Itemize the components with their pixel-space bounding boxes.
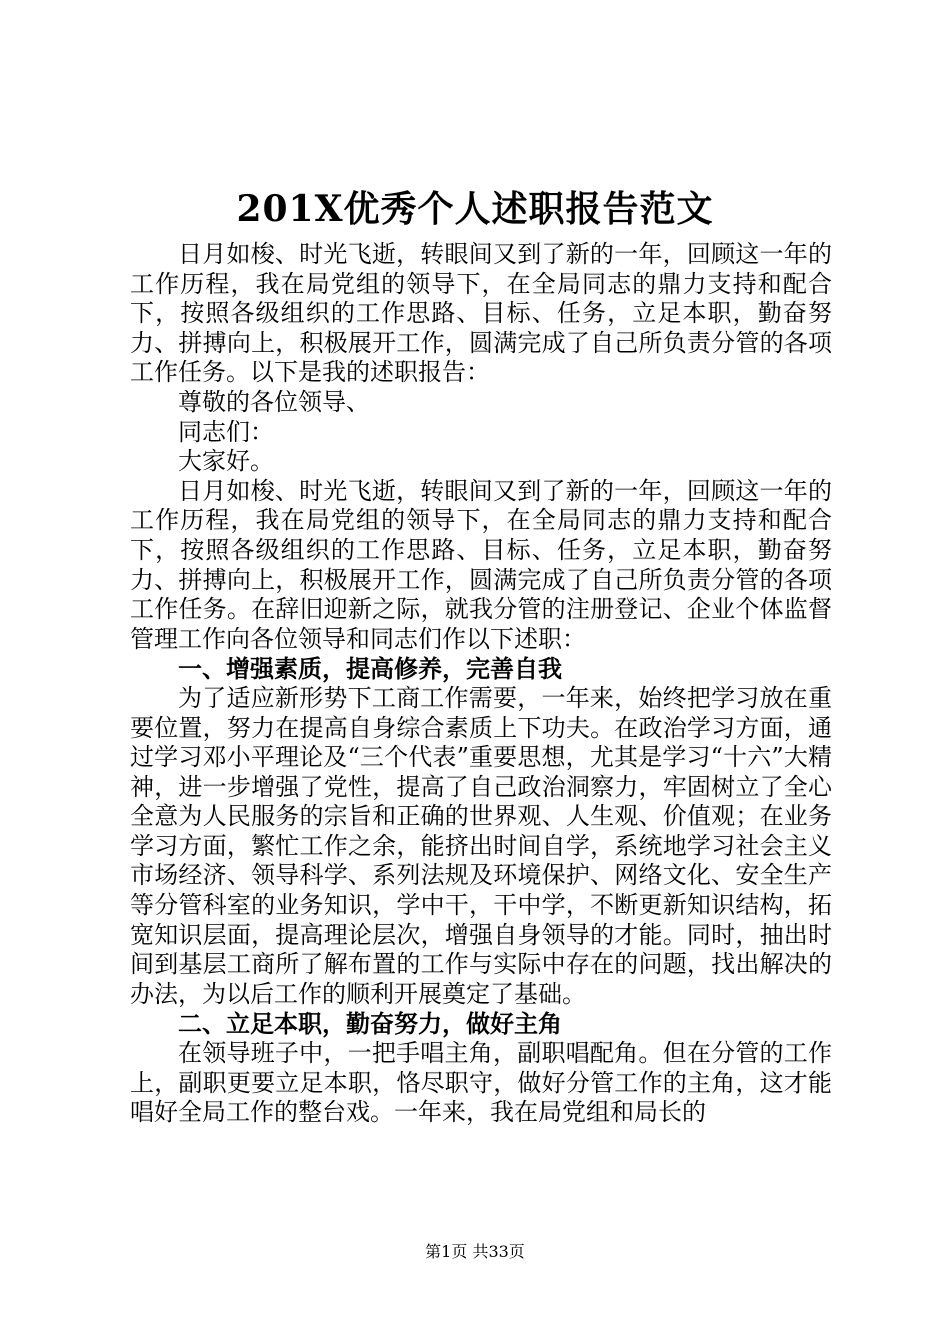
intro-paragraph: 日月如梭、时光飞逝，转眼间又到了新的一年，回顾这一年的工作历程，我在局党组的领导下，在全局同志的鼎力支持和配合下，按照各级组织的工作思路、目标、任务，立足本职，勤奋努力、拼搏向上，积极展开工作，圆满完成了自己所负责分管的各项工作任务。以下是我的述职报告： bbox=[130, 240, 832, 387]
document-title: 201X优秀个人述职报告范文 bbox=[236, 188, 714, 230]
section-heading: 二、立足本职，勤奋努力，做好主角 bbox=[178, 1009, 562, 1039]
greeting-line: 大家好。 bbox=[178, 447, 274, 476]
body-paragraph: 在领导班子中，一把手唱主角，副职唱配角。但在分管的工作上，副职更要立足本职，恪尽职守，做好分管工作的主角，这才能唱好全局工作的整台戏。一年来，我在局党组和局长的 bbox=[130, 1039, 832, 1127]
salutation-line: 同志们： bbox=[178, 417, 274, 446]
body-paragraph: 日月如梭、时光飞逝，转眼间又到了新的一年，回顾这一年的工作历程，我在局党组的领导下，在全局同志的鼎力支持和配合下，按照各级组织的工作思路、目标、任务，立足本职，勤奋努力、拼搏向上，积极展开工作，圆满完成了自己所负责分管的各项工作任务。在辞旧迎新之际，就我分管的注册登记、企业个体监督管理工作向各位领导和同志们作以下述职： bbox=[130, 476, 832, 653]
section-heading: 一、增强素质，提高修养，完善自我 bbox=[178, 654, 562, 684]
body-paragraph: 为了适应新形势下工商工作需要，一年来，始终把学习放在重要位置，努力在提高自身综合素质上下功夫。在政治学习方面，通过学习邓小平理论及“三个代表”重要思想，尤其是学习“十六”大精神，进一步增强了党性，提高了自己政治洞察力，牢固树立了全心全意为人民服务的宗旨和正确的世界观、人生观、价值观；在业务学习方面，繁忙工作之余，能挤出时间自学，系统地学习社会主义市场经济、领导科学、系列法规及环境保护、网络文化、安全生产等分管科室的业务知识，学中干，干中学，不断更新知识结构，拓宽知识层面，提高理论层次，增强自身领导的才能。同时，抽出时间到基层工商所了解布置的工作与实际中存在的问题，找出解决的办法，为以后工作的顺利开展奠定了基础。 bbox=[130, 683, 832, 1008]
salutation-line: 尊敬的各位领导、 bbox=[178, 387, 370, 416]
page-footer: 第1页 共33页 bbox=[425, 1242, 525, 1261]
document-body bbox=[130, 240, 832, 1128]
